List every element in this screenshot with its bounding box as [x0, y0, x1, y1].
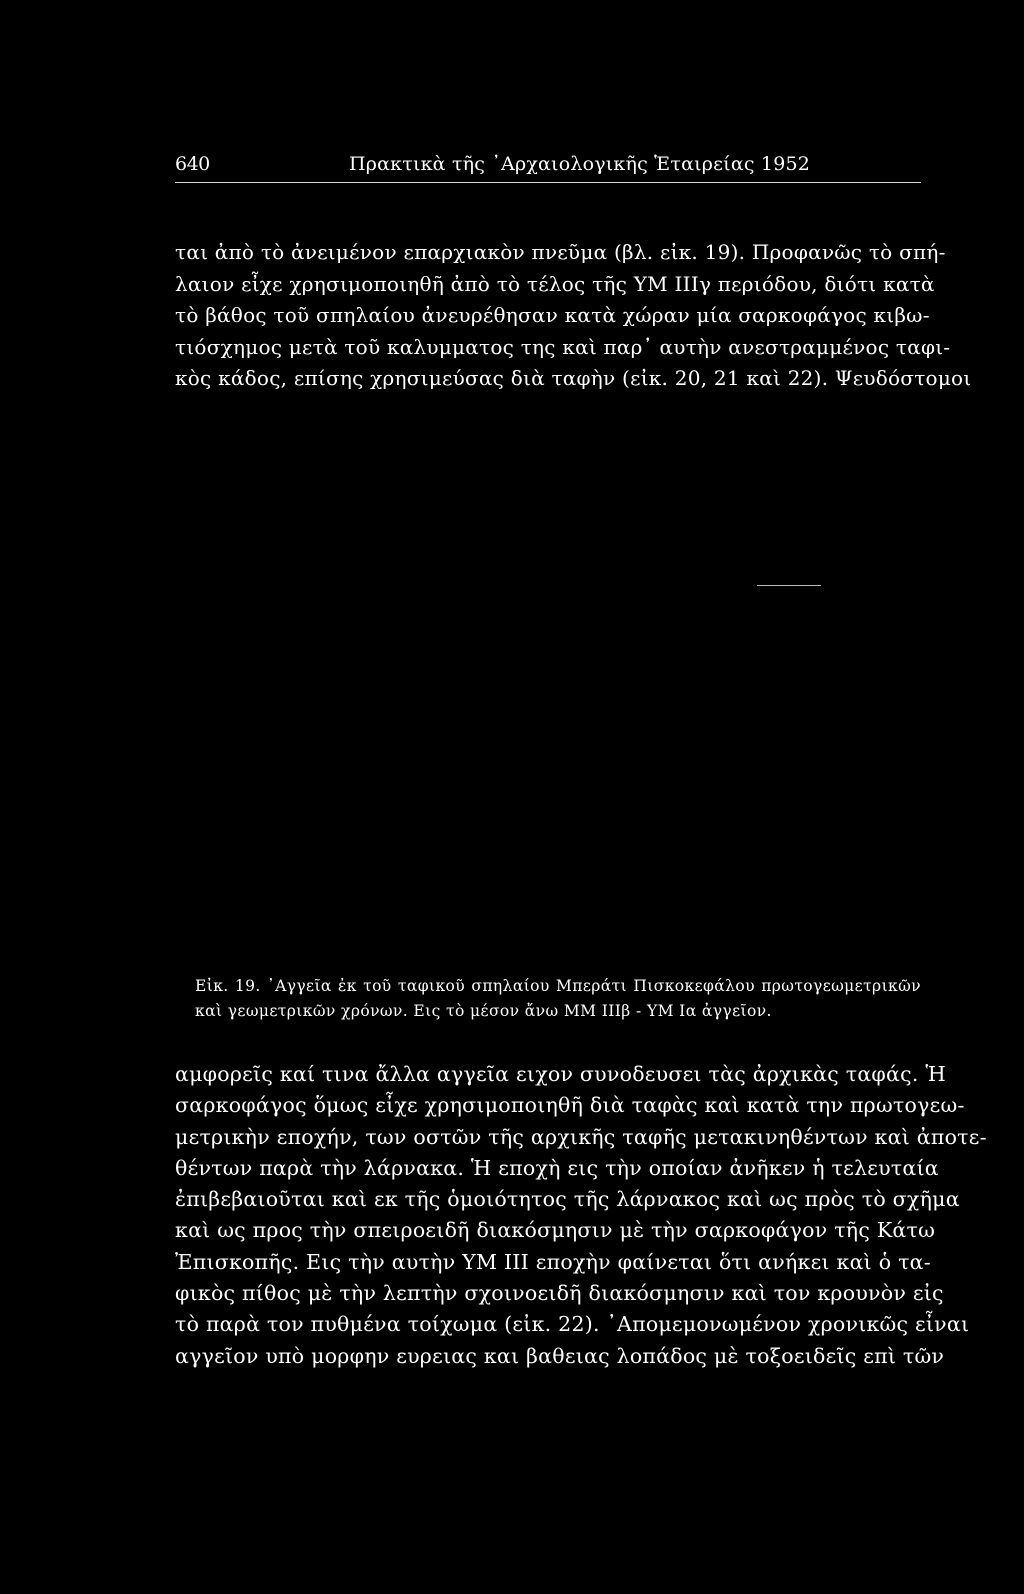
text-line: μετρικὴν εποχήν, των οστῶν τῆς αρχικῆς ταφῆς μετακινηθέντων καὶ ἀποτε- — [175, 1124, 987, 1149]
text-line: φικὸς πίθος μὲ τὴν λεπτὴν σχοινοειδῆ διακόσμησιν καὶ τον κρουνὸν εἰς — [175, 1281, 944, 1306]
body-paragraph-bottom — [175, 1059, 987, 1372]
text-line: τὸ παρὰ τον πυθμένα τοίχωμα (εἰκ. 22). ᾿Απομεμονωμένον χρονικῶς εἶναι — [175, 1312, 970, 1337]
page-number: 640 — [175, 153, 210, 175]
text-line: σαρκοφάγος ὅμως εἶχε χρησιμοποιηθῆ διὰ ταφὰς καὶ κατὰ την πρωτογεω- — [175, 1093, 965, 1118]
text-line: ἐπιβεβαιοῦται καὶ εκ τῆς ὁμοιότητος τῆς λάρνακος καὶ ως πρὸς τὸ σχῆμα — [175, 1187, 960, 1212]
caption-line: Εἰκ. 19. ᾿Αγγεῖα ἐκ τοῦ ταφικοῦ σπηλαίου Μπεράτι Πισκοκεφάλου πρωτογεωμετρικῶν — [195, 977, 921, 995]
text-line: θέντων παρὰ τὴν λάρνακα. Ἡ εποχὴ εις τὴν οποίαν ἀνῆκεν ἡ τελευταία — [175, 1155, 939, 1180]
text-line: ται ἀπὸ τὸ ἀνειμένον επαρχιακὸν πνεῦμα (βλ. εἰκ. 19). Προφανῶς τὸ σπή- — [175, 240, 946, 264]
figure-caption — [195, 974, 921, 1024]
body-paragraph-top — [175, 237, 972, 395]
text-line: τιόσχημος μετὰ τοῦ καλυμματος της καὶ παρ᾿ αυτὴν ανεστραμμένος ταφι- — [175, 334, 951, 359]
running-title: Πρακτικὰ τῆς ᾿Αρχαιολογικῆς Ἑταιρείας 1952 — [349, 153, 811, 175]
figure-mark — [757, 585, 821, 586]
text-line: λαιον εἶχε χρησιμοποιηθῆ ἀπὸ τὸ τέλος τῆς ΥΜ ΙΙΙγ περιόδου, διότι κατὰ — [175, 271, 935, 296]
text-line: κὸς κάδος, επίσης χρησιμεύσας διὰ ταφὴν (εἰκ. 20, 21 καὶ 22). Ψευδόστομοι — [175, 366, 972, 390]
text-line: καὶ ως προς τὴν σπειροειδῆ διακόσμησιν μὲ τὴν σαρκοφάγον τῆς Κάτω — [175, 1218, 936, 1243]
text-line: αμφορεῖς καί τινα ἄλλα αγγεῖα ειχον συνοδευσει τὰς ἀρχικὰς ταφάς. Ἡ — [175, 1062, 946, 1086]
header-rule — [175, 182, 921, 183]
figure-image — [175, 400, 921, 960]
caption-line: καὶ γεωμετρικῶν χρόνων. Εις τὸ μέσον ἄνω ΜΜ ΙΙΙβ - ΥΜ Ια ἀγγεῖον. — [195, 1002, 772, 1020]
text-line: αγγεῖον υπὸ μορφην ευρειας και βαθειας λοπάδος μὲ τοξοειδεῖς επὶ τῶν — [175, 1343, 945, 1368]
text-line: τὸ βάθος τοῦ σπηλαίου ἀνευρέθησαν κατὰ χώραν μία σαρκοφάγος κιβω- — [175, 303, 930, 327]
page-header — [175, 153, 921, 183]
text-line: Ἐπισκοπῆς. Εις τὴν αυτὴν ΥΜ ΙΙΙ εποχὴν φαίνεται ὅτι ανήκει καὶ ὁ τα- — [175, 1249, 931, 1274]
